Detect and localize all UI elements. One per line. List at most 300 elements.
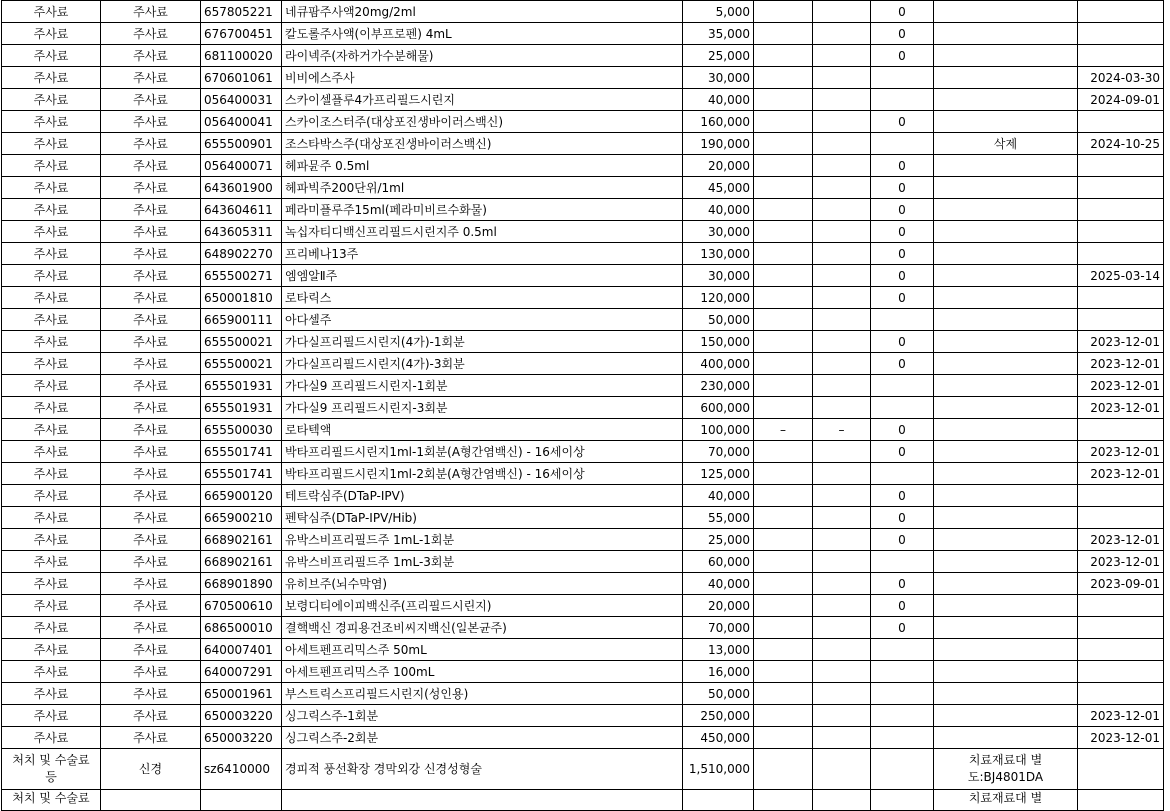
price-cell[interactable]: 70,000 xyxy=(683,617,754,639)
price-cell[interactable]: 150,000 xyxy=(683,331,754,353)
flag-cell[interactable]: 0 xyxy=(871,573,934,595)
code-cell[interactable]: 668901890 xyxy=(201,573,282,595)
date-cell[interactable]: 2023-12-01 xyxy=(1078,375,1164,397)
flag-cell[interactable] xyxy=(871,639,934,661)
category-cell[interactable]: 주사료 xyxy=(2,67,101,89)
remark-cell[interactable] xyxy=(934,67,1078,89)
remark-cell[interactable] xyxy=(934,595,1078,617)
col-g-cell[interactable]: – xyxy=(813,419,871,441)
subcategory-cell[interactable]: 주사료 xyxy=(101,397,201,419)
col-f-cell[interactable] xyxy=(754,507,813,529)
remark-cell[interactable] xyxy=(934,1,1078,23)
category-cell[interactable]: 주사료 xyxy=(2,551,101,573)
col-g-cell[interactable] xyxy=(813,441,871,463)
code-cell[interactable]: 643605311 xyxy=(201,221,282,243)
code-cell[interactable]: 655501741 xyxy=(201,441,282,463)
col-f-cell[interactable] xyxy=(754,23,813,45)
category-cell[interactable]: 처치 및 수술료 xyxy=(2,790,101,811)
category-cell[interactable]: 주사료 xyxy=(2,397,101,419)
subcategory-cell[interactable]: 주사료 xyxy=(101,595,201,617)
item-name-cell[interactable]: 엠엠알Ⅱ주 xyxy=(282,265,683,287)
price-cell[interactable]: 30,000 xyxy=(683,67,754,89)
col-g-cell[interactable] xyxy=(813,375,871,397)
remark-cell[interactable] xyxy=(934,375,1078,397)
subcategory-cell[interactable]: 주사료 xyxy=(101,309,201,331)
category-cell[interactable]: 주사료 xyxy=(2,89,101,111)
date-cell[interactable] xyxy=(1078,661,1164,683)
subcategory-cell[interactable]: 신경 xyxy=(101,749,201,790)
code-cell[interactable]: 655501931 xyxy=(201,375,282,397)
flag-cell[interactable] xyxy=(871,551,934,573)
price-cell[interactable]: 230,000 xyxy=(683,375,754,397)
category-cell[interactable]: 주사료 xyxy=(2,265,101,287)
code-cell[interactable]: 668902161 xyxy=(201,551,282,573)
code-cell[interactable]: 657805221 xyxy=(201,1,282,23)
price-cell[interactable]: 40,000 xyxy=(683,199,754,221)
price-cell[interactable]: 45,000 xyxy=(683,177,754,199)
category-cell[interactable]: 주사료 xyxy=(2,375,101,397)
category-cell[interactable]: 처치 및 수술료 등 xyxy=(2,749,101,790)
price-cell[interactable]: 20,000 xyxy=(683,155,754,177)
col-g-cell[interactable] xyxy=(813,309,871,331)
category-cell[interactable]: 주사료 xyxy=(2,1,101,23)
code-cell[interactable]: 640007401 xyxy=(201,639,282,661)
category-cell[interactable]: 주사료 xyxy=(2,485,101,507)
code-cell[interactable]: 655500021 xyxy=(201,353,282,375)
remark-cell[interactable] xyxy=(934,199,1078,221)
remark-cell[interactable] xyxy=(934,177,1078,199)
code-cell[interactable]: 655501931 xyxy=(201,397,282,419)
flag-cell[interactable] xyxy=(871,790,934,811)
price-cell[interactable]: 40,000 xyxy=(683,89,754,111)
item-name-cell[interactable]: 테트락심주(DTaP-IPV) xyxy=(282,485,683,507)
subcategory-cell[interactable]: 주사료 xyxy=(101,221,201,243)
price-cell[interactable]: 60,000 xyxy=(683,551,754,573)
col-g-cell[interactable] xyxy=(813,353,871,375)
category-cell[interactable]: 주사료 xyxy=(2,243,101,265)
date-cell[interactable] xyxy=(1078,23,1164,45)
category-cell[interactable]: 주사료 xyxy=(2,155,101,177)
code-cell[interactable]: 056400071 xyxy=(201,155,282,177)
price-cell[interactable]: 1,510,000 xyxy=(683,749,754,790)
item-name-cell[interactable]: 조스타박스주(대상포진생바이러스백신) xyxy=(282,133,683,155)
col-g-cell[interactable] xyxy=(813,287,871,309)
remark-cell[interactable] xyxy=(934,507,1078,529)
subcategory-cell[interactable]: 주사료 xyxy=(101,243,201,265)
category-cell[interactable]: 주사료 xyxy=(2,683,101,705)
category-cell[interactable]: 주사료 xyxy=(2,133,101,155)
item-name-cell[interactable]: 싱그릭스주-2회분 xyxy=(282,727,683,749)
subcategory-cell[interactable]: 주사료 xyxy=(101,265,201,287)
price-cell[interactable]: 130,000 xyxy=(683,243,754,265)
flag-cell[interactable]: 0 xyxy=(871,353,934,375)
item-name-cell[interactable]: 라이넥주(자하거가수분해물) xyxy=(282,45,683,67)
code-cell[interactable]: 665900210 xyxy=(201,507,282,529)
date-cell[interactable]: 2023-12-01 xyxy=(1078,727,1164,749)
col-f-cell[interactable] xyxy=(754,309,813,331)
code-cell[interactable]: 668902161 xyxy=(201,529,282,551)
subcategory-cell[interactable]: 주사료 xyxy=(101,1,201,23)
subcategory-cell[interactable]: 주사료 xyxy=(101,617,201,639)
col-f-cell[interactable] xyxy=(754,441,813,463)
remark-cell[interactable] xyxy=(934,463,1078,485)
flag-cell[interactable]: 0 xyxy=(871,287,934,309)
subcategory-cell[interactable]: 주사료 xyxy=(101,133,201,155)
subcategory-cell[interactable]: 주사료 xyxy=(101,287,201,309)
code-cell[interactable]: 056400031 xyxy=(201,89,282,111)
col-f-cell[interactable] xyxy=(754,199,813,221)
col-g-cell[interactable] xyxy=(813,67,871,89)
flag-cell[interactable]: 0 xyxy=(871,45,934,67)
item-name-cell[interactable]: 프리베나13주 xyxy=(282,243,683,265)
price-cell[interactable]: 100,000 xyxy=(683,419,754,441)
code-cell[interactable]: 686500010 xyxy=(201,617,282,639)
item-name-cell[interactable]: 로타텍액 xyxy=(282,419,683,441)
price-cell[interactable]: 120,000 xyxy=(683,287,754,309)
col-g-cell[interactable] xyxy=(813,683,871,705)
subcategory-cell[interactable]: 주사료 xyxy=(101,441,201,463)
item-name-cell[interactable]: 비비에스주사 xyxy=(282,67,683,89)
col-f-cell[interactable] xyxy=(754,287,813,309)
col-g-cell[interactable] xyxy=(813,23,871,45)
remark-cell[interactable] xyxy=(934,705,1078,727)
category-cell[interactable]: 주사료 xyxy=(2,529,101,551)
item-name-cell[interactable]: 가다실프리필드시린지(4가)-3회분 xyxy=(282,353,683,375)
category-cell[interactable]: 주사료 xyxy=(2,705,101,727)
remark-cell[interactable] xyxy=(934,221,1078,243)
remark-cell[interactable] xyxy=(934,639,1078,661)
item-name-cell[interactable]: 싱그릭스주-1회분 xyxy=(282,705,683,727)
col-g-cell[interactable] xyxy=(813,529,871,551)
col-g-cell[interactable] xyxy=(813,595,871,617)
item-name-cell[interactable]: 칼도롤주사액(이부프로펜) 4mL xyxy=(282,23,683,45)
remark-cell[interactable] xyxy=(934,111,1078,133)
subcategory-cell[interactable]: 주사료 xyxy=(101,199,201,221)
item-name-cell[interactable]: 아세트펜프리믹스주 50mL xyxy=(282,639,683,661)
date-cell[interactable]: 2024-03-30 xyxy=(1078,67,1164,89)
col-g-cell[interactable] xyxy=(813,111,871,133)
remark-cell[interactable] xyxy=(934,419,1078,441)
remark-cell[interactable] xyxy=(934,331,1078,353)
remark-cell[interactable] xyxy=(934,309,1078,331)
item-name-cell[interactable]: 가다실프리필드시린지(4가)-1회분 xyxy=(282,331,683,353)
code-cell[interactable]: 648902270 xyxy=(201,243,282,265)
col-f-cell[interactable] xyxy=(754,551,813,573)
flag-cell[interactable]: 0 xyxy=(871,331,934,353)
flag-cell[interactable] xyxy=(871,463,934,485)
date-cell[interactable] xyxy=(1078,507,1164,529)
remark-cell[interactable] xyxy=(934,89,1078,111)
category-cell[interactable]: 주사료 xyxy=(2,287,101,309)
col-f-cell[interactable] xyxy=(754,639,813,661)
remark-cell[interactable]: 치료재료대 별도:BJ4801DA xyxy=(934,749,1078,790)
col-f-cell[interactable]: – xyxy=(754,419,813,441)
date-cell[interactable] xyxy=(1078,595,1164,617)
col-g-cell[interactable] xyxy=(813,331,871,353)
price-cell[interactable]: 450,000 xyxy=(683,727,754,749)
date-cell[interactable] xyxy=(1078,155,1164,177)
date-cell[interactable]: 2023-12-01 xyxy=(1078,529,1164,551)
date-cell[interactable] xyxy=(1078,199,1164,221)
code-cell[interactable]: 655500030 xyxy=(201,419,282,441)
col-g-cell[interactable] xyxy=(813,221,871,243)
date-cell[interactable] xyxy=(1078,419,1164,441)
col-g-cell[interactable] xyxy=(813,485,871,507)
price-cell[interactable]: 125,000 xyxy=(683,463,754,485)
price-cell[interactable]: 16,000 xyxy=(683,661,754,683)
code-cell[interactable]: 650001810 xyxy=(201,287,282,309)
code-cell[interactable]: 643604611 xyxy=(201,199,282,221)
flag-cell[interactable] xyxy=(871,705,934,727)
flag-cell[interactable]: 0 xyxy=(871,529,934,551)
date-cell[interactable] xyxy=(1078,177,1164,199)
subcategory-cell[interactable]: 주사료 xyxy=(101,529,201,551)
col-g-cell[interactable] xyxy=(813,551,871,573)
col-f-cell[interactable] xyxy=(754,1,813,23)
date-cell[interactable] xyxy=(1078,639,1164,661)
item-name-cell[interactable]: 보령디티에이피백신주(프리필드시린지) xyxy=(282,595,683,617)
category-cell[interactable]: 주사료 xyxy=(2,221,101,243)
subcategory-cell[interactable]: 주사료 xyxy=(101,661,201,683)
flag-cell[interactable] xyxy=(871,309,934,331)
price-cell[interactable]: 20,000 xyxy=(683,595,754,617)
flag-cell[interactable]: 0 xyxy=(871,155,934,177)
code-cell[interactable]: 655500021 xyxy=(201,331,282,353)
col-g-cell[interactable] xyxy=(813,617,871,639)
col-g-cell[interactable] xyxy=(813,507,871,529)
category-cell[interactable]: 주사료 xyxy=(2,727,101,749)
col-f-cell[interactable] xyxy=(754,463,813,485)
category-cell[interactable]: 주사료 xyxy=(2,45,101,67)
subcategory-cell[interactable]: 주사료 xyxy=(101,155,201,177)
col-g-cell[interactable] xyxy=(813,133,871,155)
subcategory-cell[interactable]: 주사료 xyxy=(101,727,201,749)
col-f-cell[interactable] xyxy=(754,89,813,111)
remark-cell[interactable] xyxy=(934,243,1078,265)
date-cell[interactable] xyxy=(1078,617,1164,639)
col-g-cell[interactable] xyxy=(813,397,871,419)
date-cell[interactable]: 2025-03-14 xyxy=(1078,265,1164,287)
category-cell[interactable]: 주사료 xyxy=(2,111,101,133)
category-cell[interactable]: 주사료 xyxy=(2,463,101,485)
col-g-cell[interactable] xyxy=(813,463,871,485)
flag-cell[interactable] xyxy=(871,133,934,155)
code-cell[interactable]: sz6410000 xyxy=(201,749,282,790)
remark-cell[interactable] xyxy=(934,661,1078,683)
date-cell[interactable] xyxy=(1078,287,1164,309)
col-f-cell[interactable] xyxy=(754,485,813,507)
item-name-cell[interactable]: 가다실9 프리필드시린지-1회분 xyxy=(282,375,683,397)
category-cell[interactable]: 주사료 xyxy=(2,177,101,199)
remark-cell[interactable]: 삭제 xyxy=(934,133,1078,155)
price-cell[interactable]: 50,000 xyxy=(683,683,754,705)
price-cell[interactable]: 400,000 xyxy=(683,353,754,375)
code-cell[interactable]: 056400041 xyxy=(201,111,282,133)
date-cell[interactable] xyxy=(1078,45,1164,67)
price-cell[interactable]: 600,000 xyxy=(683,397,754,419)
col-f-cell[interactable] xyxy=(754,617,813,639)
subcategory-cell[interactable]: 주사료 xyxy=(101,89,201,111)
subcategory-cell[interactable]: 주사료 xyxy=(101,45,201,67)
category-cell[interactable]: 주사료 xyxy=(2,199,101,221)
col-g-cell[interactable] xyxy=(813,639,871,661)
date-cell[interactable]: 2023-12-01 xyxy=(1078,705,1164,727)
col-g-cell[interactable] xyxy=(813,727,871,749)
code-cell[interactable]: 670500610 xyxy=(201,595,282,617)
col-f-cell[interactable] xyxy=(754,595,813,617)
subcategory-cell[interactable]: 주사료 xyxy=(101,331,201,353)
date-cell[interactable] xyxy=(1078,749,1164,790)
category-cell[interactable]: 주사료 xyxy=(2,573,101,595)
date-cell[interactable]: 2023-12-01 xyxy=(1078,397,1164,419)
flag-cell[interactable] xyxy=(871,89,934,111)
category-cell[interactable]: 주사료 xyxy=(2,617,101,639)
subcategory-cell[interactable]: 주사료 xyxy=(101,485,201,507)
col-f-cell[interactable] xyxy=(754,749,813,790)
col-g-cell[interactable] xyxy=(813,790,871,811)
col-f-cell[interactable] xyxy=(754,265,813,287)
col-f-cell[interactable] xyxy=(754,177,813,199)
col-g-cell[interactable] xyxy=(813,705,871,727)
flag-cell[interactable]: 0 xyxy=(871,1,934,23)
date-cell[interactable]: 2023-12-01 xyxy=(1078,331,1164,353)
remark-cell[interactable] xyxy=(934,485,1078,507)
item-name-cell[interactable] xyxy=(282,790,683,811)
date-cell[interactable]: 2023-12-01 xyxy=(1078,441,1164,463)
flag-cell[interactable]: 0 xyxy=(871,265,934,287)
price-cell[interactable]: 50,000 xyxy=(683,309,754,331)
item-name-cell[interactable]: 아다셀주 xyxy=(282,309,683,331)
item-name-cell[interactable]: 부스트릭스프리필드시린지(성인용) xyxy=(282,683,683,705)
item-name-cell[interactable]: 가다실9 프리필드시린지-3회분 xyxy=(282,397,683,419)
price-cell[interactable]: 160,000 xyxy=(683,111,754,133)
price-cell[interactable]: 40,000 xyxy=(683,573,754,595)
subcategory-cell[interactable]: 주사료 xyxy=(101,551,201,573)
subcategory-cell[interactable]: 주사료 xyxy=(101,573,201,595)
flag-cell[interactable]: 0 xyxy=(871,177,934,199)
code-cell[interactable]: 655501741 xyxy=(201,463,282,485)
col-f-cell[interactable] xyxy=(754,397,813,419)
code-cell[interactable]: 650003220 xyxy=(201,727,282,749)
code-cell[interactable]: 643601900 xyxy=(201,177,282,199)
code-cell[interactable] xyxy=(201,790,282,811)
price-cell[interactable]: 13,000 xyxy=(683,639,754,661)
item-name-cell[interactable]: 박타프리필드시린지1ml-1회분(A형간염백신) - 16세이상 xyxy=(282,441,683,463)
remark-cell[interactable] xyxy=(934,155,1078,177)
remark-cell[interactable] xyxy=(934,353,1078,375)
price-cell[interactable]: 5,000 xyxy=(683,1,754,23)
date-cell[interactable] xyxy=(1078,683,1164,705)
subcategory-cell[interactable]: 주사료 xyxy=(101,67,201,89)
subcategory-cell[interactable]: 주사료 xyxy=(101,419,201,441)
date-cell[interactable]: 2023-12-01 xyxy=(1078,353,1164,375)
flag-cell[interactable]: 0 xyxy=(871,485,934,507)
col-f-cell[interactable] xyxy=(754,331,813,353)
col-f-cell[interactable] xyxy=(754,45,813,67)
remark-cell[interactable] xyxy=(934,45,1078,67)
col-f-cell[interactable] xyxy=(754,705,813,727)
remark-cell[interactable] xyxy=(934,397,1078,419)
col-g-cell[interactable] xyxy=(813,661,871,683)
date-cell[interactable] xyxy=(1078,111,1164,133)
price-cell[interactable]: 35,000 xyxy=(683,23,754,45)
category-cell[interactable]: 주사료 xyxy=(2,639,101,661)
remark-cell[interactable] xyxy=(934,727,1078,749)
subcategory-cell[interactable]: 주사료 xyxy=(101,111,201,133)
date-cell[interactable] xyxy=(1078,221,1164,243)
remark-cell[interactable] xyxy=(934,683,1078,705)
flag-cell[interactable]: 0 xyxy=(871,111,934,133)
flag-cell[interactable] xyxy=(871,397,934,419)
price-cell[interactable]: 190,000 xyxy=(683,133,754,155)
col-f-cell[interactable] xyxy=(754,155,813,177)
subcategory-cell[interactable]: 주사료 xyxy=(101,507,201,529)
code-cell[interactable]: 670601061 xyxy=(201,67,282,89)
flag-cell[interactable]: 0 xyxy=(871,23,934,45)
item-name-cell[interactable]: 헤파뮨주 0.5ml xyxy=(282,155,683,177)
price-cell[interactable]: 250,000 xyxy=(683,705,754,727)
item-name-cell[interactable]: 경피적 풍선확장 경막외강 신경성형술 xyxy=(282,749,683,790)
date-cell[interactable] xyxy=(1078,485,1164,507)
item-name-cell[interactable]: 유히브주(뇌수막염) xyxy=(282,573,683,595)
item-name-cell[interactable]: 유박스비프리필드주 1mL-1회분 xyxy=(282,529,683,551)
remark-cell[interactable] xyxy=(934,573,1078,595)
price-cell[interactable]: 70,000 xyxy=(683,441,754,463)
date-cell[interactable]: 2023-12-01 xyxy=(1078,551,1164,573)
item-name-cell[interactable]: 스카이조스터주(대상포진생바이러스백신) xyxy=(282,111,683,133)
category-cell[interactable]: 주사료 xyxy=(2,507,101,529)
code-cell[interactable]: 650001961 xyxy=(201,683,282,705)
date-cell[interactable]: 2024-09-01 xyxy=(1078,89,1164,111)
flag-cell[interactable] xyxy=(871,375,934,397)
flag-cell[interactable]: 0 xyxy=(871,243,934,265)
category-cell[interactable]: 주사료 xyxy=(2,353,101,375)
col-g-cell[interactable] xyxy=(813,89,871,111)
date-cell[interactable] xyxy=(1078,309,1164,331)
col-f-cell[interactable] xyxy=(754,573,813,595)
code-cell[interactable]: 665900120 xyxy=(201,485,282,507)
flag-cell[interactable]: 0 xyxy=(871,199,934,221)
flag-cell[interactable] xyxy=(871,749,934,790)
subcategory-cell[interactable]: 주사료 xyxy=(101,463,201,485)
subcategory-cell[interactable]: 주사료 xyxy=(101,705,201,727)
remark-cell[interactable] xyxy=(934,441,1078,463)
subcategory-cell[interactable]: 주사료 xyxy=(101,683,201,705)
subcategory-cell[interactable]: 주사료 xyxy=(101,23,201,45)
date-cell[interactable] xyxy=(1078,243,1164,265)
col-g-cell[interactable] xyxy=(813,155,871,177)
col-g-cell[interactable] xyxy=(813,265,871,287)
col-f-cell[interactable] xyxy=(754,243,813,265)
item-name-cell[interactable]: 펜탁심주(DTaP-IPV/Hib) xyxy=(282,507,683,529)
remark-cell[interactable] xyxy=(934,529,1078,551)
item-name-cell[interactable]: 박타프리필드시린지1ml-2회분(A형간염백신) - 16세이상 xyxy=(282,463,683,485)
category-cell[interactable]: 주사료 xyxy=(2,309,101,331)
col-f-cell[interactable] xyxy=(754,353,813,375)
col-f-cell[interactable] xyxy=(754,375,813,397)
code-cell[interactable]: 681100020 xyxy=(201,45,282,67)
flag-cell[interactable] xyxy=(871,661,934,683)
item-name-cell[interactable]: 결핵백신 경피용건조비씨지백신(일본균주) xyxy=(282,617,683,639)
subcategory-cell[interactable]: 주사료 xyxy=(101,375,201,397)
flag-cell[interactable]: 0 xyxy=(871,617,934,639)
flag-cell[interactable]: 0 xyxy=(871,595,934,617)
category-cell[interactable]: 주사료 xyxy=(2,441,101,463)
code-cell[interactable]: 665900111 xyxy=(201,309,282,331)
category-cell[interactable]: 주사료 xyxy=(2,595,101,617)
price-cell[interactable]: 55,000 xyxy=(683,507,754,529)
item-name-cell[interactable]: 페라미플루주15ml(페라미비르수화물) xyxy=(282,199,683,221)
